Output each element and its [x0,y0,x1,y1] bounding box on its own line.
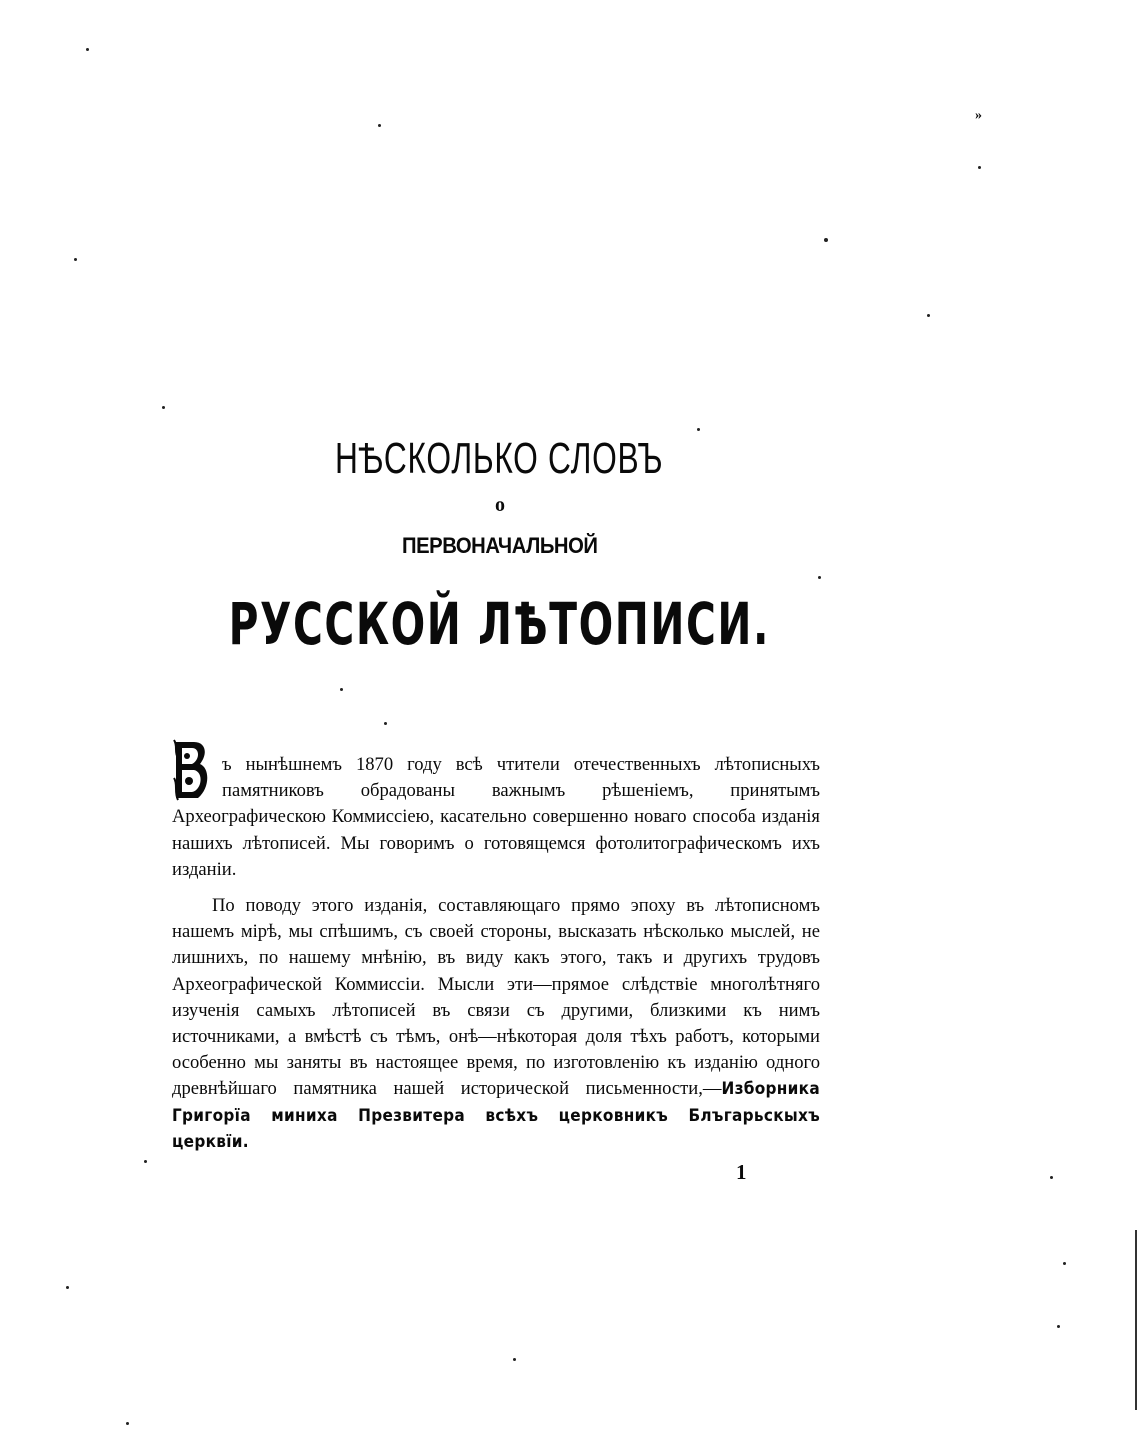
scan-speck [927,314,930,317]
scan-speck [66,1286,69,1289]
scan-speck [513,1358,516,1361]
scan-speck [144,1160,147,1163]
scan-speck [1050,1176,1053,1179]
scan-speck [1057,1325,1060,1328]
scan-speck [384,722,387,725]
scan-speck [340,688,343,691]
scan-speck [824,238,828,242]
page-edge-line [1135,1230,1137,1410]
scan-speck [978,166,981,169]
scan-speck [86,48,89,51]
dropcap-ornament-icon [172,738,212,804]
scan-speck [818,576,821,579]
title-line-4: РУССКОЙ ЛѢТОПИСИ. [228,590,771,658]
scan-speck [697,428,700,431]
ornamental-dropcap [172,738,212,800]
scan-speck [74,258,77,261]
scan-speck [1063,1262,1066,1265]
page-number: 1 [736,1160,747,1184]
paragraph-2-slavonic-text: Изборника Григорїа миниха Презвитера всѣхъ церковникъ Блъгарьскыхъ церквїи. [172,1079,820,1152]
corner-mark: » [975,108,982,123]
scan-speck [378,124,381,127]
body-text [172,752,820,1155]
paragraph-1 [172,752,820,883]
title-line-1: НѢСКОЛЬКО СЛОВЪ [334,434,664,483]
title-line-2: о [495,494,505,516]
title-line-3: ПЕРВОНАЧАЛЬНОЙ [402,533,598,558]
scan-speck [162,406,165,409]
scan-speck [126,1422,129,1425]
paragraph-2-text: По поводу этого изданія, составляющаго прямо эпоху въ лѣтописномъ нашемъ мірѣ, мы спѣшимъ, съ своей стороны, высказать нѣсколько мыслей, не лишнихъ, по нашему мнѣнію, въ виду какъ этого, такъ и другихъ трудовъ Археографической Коммиссіи. Мысли эти—прямое слѣдствіе многолѣтняго изученія самыхъ лѣтописей въ связи съ другими, близкими къ нимъ источниками, а вмѣстѣ съ тѣмъ, онѣ—нѣкоторая доля тѣхъ работъ, которыми особенно мы заняты въ настоящее время, по изготовленію къ изданію одного древнѣйшаго памятника нашей исторической письменности,— [172,895,820,1100]
paragraph-1-text: ъ нынѣшнемъ 1870 году всѣ чтители отечественныхъ лѣтописныхъ памятниковъ обрадованы важнымъ рѣшеніемъ, принятымъ Археографическою Коммиссіею, касательно совершенно новаго способа изданія нашихъ лѣтописей. Мы говоримъ о готовящемся фотолитографическомъ ихъ изданіи. [172,754,820,880]
paragraph-2 [172,893,820,1155]
